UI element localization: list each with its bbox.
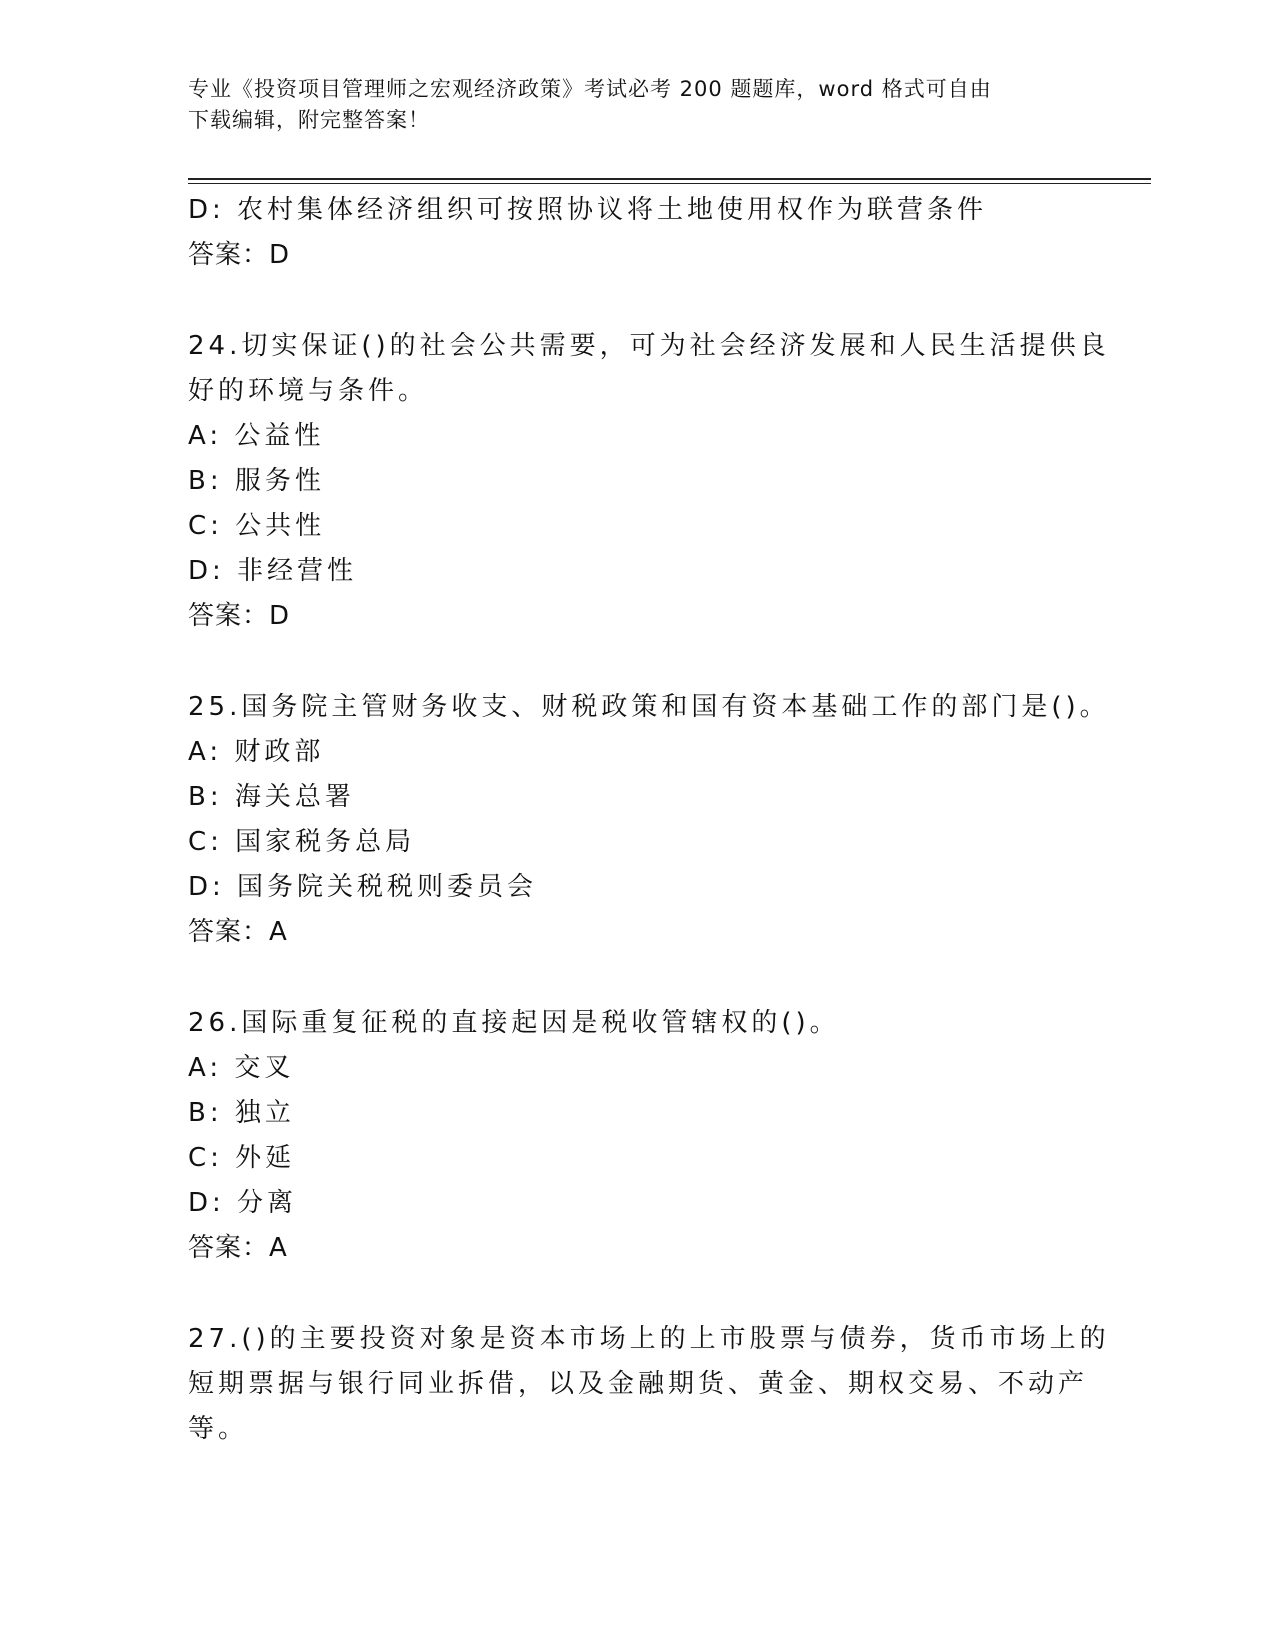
option-c: C: 外延	[188, 1143, 296, 1173]
option-b: B: 海关总署	[188, 782, 355, 812]
question-24	[188, 324, 1110, 639]
header-divider-thick	[188, 178, 1151, 180]
option-d: D: 非经营性	[188, 556, 358, 586]
question-list	[188, 188, 1110, 1452]
option-a: A: 公益性	[188, 421, 325, 451]
option-b: B: 服务性	[188, 466, 325, 496]
document-header	[188, 74, 1088, 136]
option-a: A: 交叉	[188, 1053, 295, 1083]
header-line-1: 专业《投资项目管理师之宏观经济政策》考试必考 200 题题库，word 格式可自由	[188, 77, 992, 101]
option-d: D: 国务院关税税则委员会	[188, 872, 538, 902]
question-stem: 24.切实保证()的社会公共需要，可为社会经济发展和人民生活提供良	[188, 331, 1110, 361]
question-stem: 26.国际重复征税的直接起因是税收管辖权的()。	[188, 1008, 840, 1038]
option-d: D: 分离	[188, 1188, 298, 1218]
question-23-tail	[188, 188, 1088, 278]
question-stem: 27.()的主要投资对象是资本市场上的上市股票与债券，货币市场上的	[188, 1324, 1110, 1354]
question-25	[188, 685, 1110, 955]
option-c: C: 国家税务总局	[188, 827, 416, 857]
answer-line: 答案：D	[188, 240, 291, 270]
question-stem: 好的环境与条件。	[188, 376, 429, 406]
question-27	[188, 1317, 1110, 1452]
answer-line: 答案：D	[188, 601, 291, 631]
question-stem: 等。	[188, 1414, 249, 1444]
header-line-2: 下载编辑，附完整答案！	[188, 108, 430, 132]
option-c: C: 公共性	[188, 511, 326, 541]
answer-line: 答案：A	[188, 917, 288, 947]
option-a: A: 财政部	[188, 737, 325, 767]
question-stem: 短期票据与银行同业拆借，以及金融期货、黄金、期权交易、不动产	[188, 1369, 1089, 1399]
option-d: D: 农村集体经济组织可按照协议将土地使用权作为联营条件	[188, 195, 988, 225]
answer-line: 答案：A	[188, 1233, 288, 1263]
header-divider-thin	[188, 183, 1151, 184]
question-stem: 25.国务院主管财务收支、财税政策和国有资本基础工作的部门是()。	[188, 692, 1110, 722]
question-26	[188, 1001, 1088, 1271]
option-b: B: 独立	[188, 1098, 295, 1128]
